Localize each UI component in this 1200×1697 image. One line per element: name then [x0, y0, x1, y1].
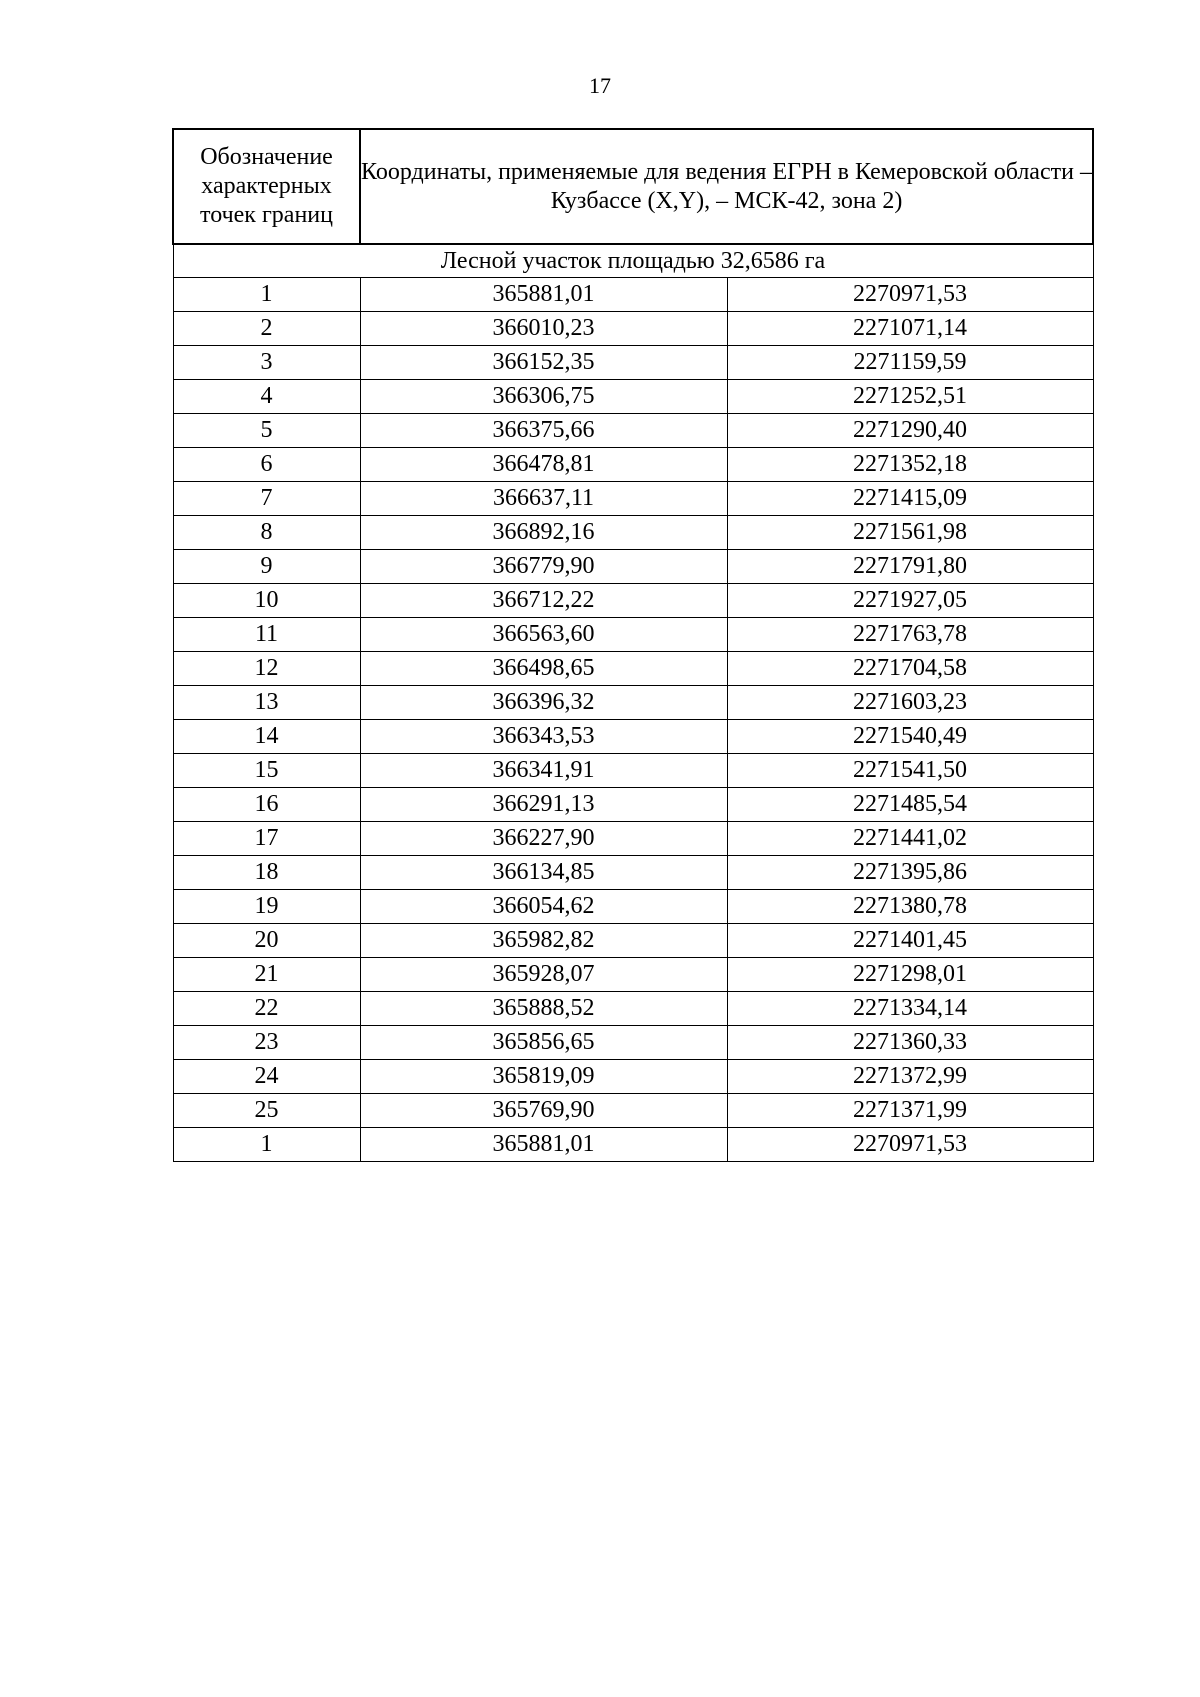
point-number-cell: 12	[173, 652, 360, 686]
point-number-cell: 24	[173, 1060, 360, 1094]
coord-x-cell: 365769,90	[360, 1094, 727, 1128]
table-row	[173, 414, 1093, 448]
coord-y-cell: 2271441,02	[727, 822, 1093, 856]
coord-y-cell: 2271540,49	[727, 720, 1093, 754]
coord-x-cell: 366892,16	[360, 516, 727, 550]
coord-y-cell: 2271415,09	[727, 482, 1093, 516]
point-number-cell: 14	[173, 720, 360, 754]
point-number-cell: 3	[173, 346, 360, 380]
table-row	[173, 686, 1093, 720]
coord-x-cell: 365881,01	[360, 1128, 727, 1162]
coord-y-cell: 2271485,54	[727, 788, 1093, 822]
coord-x-cell: 366010,23	[360, 312, 727, 346]
coord-x-cell: 366779,90	[360, 550, 727, 584]
table-row	[173, 550, 1093, 584]
point-number-cell: 6	[173, 448, 360, 482]
coord-y-cell: 2270971,53	[727, 278, 1093, 312]
point-number-cell: 20	[173, 924, 360, 958]
coord-x-cell: 366134,85	[360, 856, 727, 890]
coord-x-cell: 365982,82	[360, 924, 727, 958]
coord-y-cell: 2271395,86	[727, 856, 1093, 890]
page-number: 17	[589, 73, 611, 98]
coord-y-cell: 2271252,51	[727, 380, 1093, 414]
coord-y-cell: 2270971,53	[727, 1128, 1093, 1162]
table-row	[173, 516, 1093, 550]
table-row	[173, 1060, 1093, 1094]
section-title: Лесной участок площадью 32,6586 га	[173, 244, 1093, 278]
point-number-cell: 8	[173, 516, 360, 550]
coord-y-cell: 2271371,99	[727, 1094, 1093, 1128]
point-number-cell: 13	[173, 686, 360, 720]
table-row	[173, 346, 1093, 380]
coord-x-cell: 366712,22	[360, 584, 727, 618]
point-number-cell: 17	[173, 822, 360, 856]
coord-y-cell: 2271380,78	[727, 890, 1093, 924]
point-number-cell: 22	[173, 992, 360, 1026]
point-number-cell: 23	[173, 1026, 360, 1060]
coord-x-cell: 366227,90	[360, 822, 727, 856]
coord-x-cell: 365856,65	[360, 1026, 727, 1060]
coord-y-cell: 2271372,99	[727, 1060, 1093, 1094]
point-number-cell: 4	[173, 380, 360, 414]
table-row	[173, 720, 1093, 754]
coord-y-cell: 2271791,80	[727, 550, 1093, 584]
coord-x-cell: 365888,52	[360, 992, 727, 1026]
coord-y-cell: 2271704,58	[727, 652, 1093, 686]
coord-y-cell: 2271360,33	[727, 1026, 1093, 1060]
point-number-cell: 5	[173, 414, 360, 448]
coord-x-cell: 366291,13	[360, 788, 727, 822]
coord-y-cell: 2271401,45	[727, 924, 1093, 958]
coord-y-cell: 2271541,50	[727, 754, 1093, 788]
point-number-cell: 10	[173, 584, 360, 618]
table-row	[173, 618, 1093, 652]
point-number-cell: 21	[173, 958, 360, 992]
point-number-cell: 7	[173, 482, 360, 516]
table-row	[173, 448, 1093, 482]
coord-x-cell: 365819,09	[360, 1060, 727, 1094]
table-row	[173, 924, 1093, 958]
table-row	[173, 992, 1093, 1026]
point-number-cell: 16	[173, 788, 360, 822]
coord-x-cell: 366498,65	[360, 652, 727, 686]
coord-x-cell: 366306,75	[360, 380, 727, 414]
coord-x-cell: 365881,01	[360, 278, 727, 312]
table-row	[173, 754, 1093, 788]
header-coordinates: Координаты, применяемые для ведения ЕГРН в Кемеровской области – Кузбассе (X,Y), – МСК-42, зона 2)	[360, 129, 1093, 244]
point-number-cell: 18	[173, 856, 360, 890]
coord-x-cell: 366341,91	[360, 754, 727, 788]
point-number-cell: 15	[173, 754, 360, 788]
point-number-cell: 1	[173, 1128, 360, 1162]
coord-y-cell: 2271290,40	[727, 414, 1093, 448]
coord-x-cell: 366396,32	[360, 686, 727, 720]
point-number-cell: 19	[173, 890, 360, 924]
coord-y-cell: 2271561,98	[727, 516, 1093, 550]
table-row	[173, 278, 1093, 312]
coord-y-cell: 2271298,01	[727, 958, 1093, 992]
coord-y-cell: 2271763,78	[727, 618, 1093, 652]
table-row	[173, 652, 1093, 686]
table-row	[173, 312, 1093, 346]
point-number-cell: 11	[173, 618, 360, 652]
table-row	[173, 822, 1093, 856]
coord-x-cell: 366478,81	[360, 448, 727, 482]
table-row	[173, 1128, 1093, 1162]
coord-x-cell: 366054,62	[360, 890, 727, 924]
coord-x-cell: 366563,60	[360, 618, 727, 652]
header-point-designation: Обозначение характерных точек границ	[173, 129, 360, 244]
point-number-cell: 2	[173, 312, 360, 346]
table-row	[173, 482, 1093, 516]
coord-y-cell: 2271927,05	[727, 584, 1093, 618]
table-body	[173, 244, 1093, 1162]
coord-x-cell: 366343,53	[360, 720, 727, 754]
table-row	[173, 788, 1093, 822]
coord-x-cell: 366375,66	[360, 414, 727, 448]
coord-y-cell: 2271334,14	[727, 992, 1093, 1026]
point-number-cell: 9	[173, 550, 360, 584]
table-row	[173, 380, 1093, 414]
table-row	[173, 1026, 1093, 1060]
coord-x-cell: 366152,35	[360, 346, 727, 380]
table-row	[173, 856, 1093, 890]
coordinates-table	[172, 128, 1094, 1162]
coord-y-cell: 2271352,18	[727, 448, 1093, 482]
table-row	[173, 958, 1093, 992]
coord-x-cell: 365928,07	[360, 958, 727, 992]
table-row	[173, 1094, 1093, 1128]
coord-y-cell: 2271603,23	[727, 686, 1093, 720]
table-row	[173, 584, 1093, 618]
point-number-cell: 25	[173, 1094, 360, 1128]
coord-y-cell: 2271071,14	[727, 312, 1093, 346]
coord-x-cell: 366637,11	[360, 482, 727, 516]
table-header	[173, 129, 1093, 244]
coord-y-cell: 2271159,59	[727, 346, 1093, 380]
point-number-cell: 1	[173, 278, 360, 312]
table-row	[173, 890, 1093, 924]
